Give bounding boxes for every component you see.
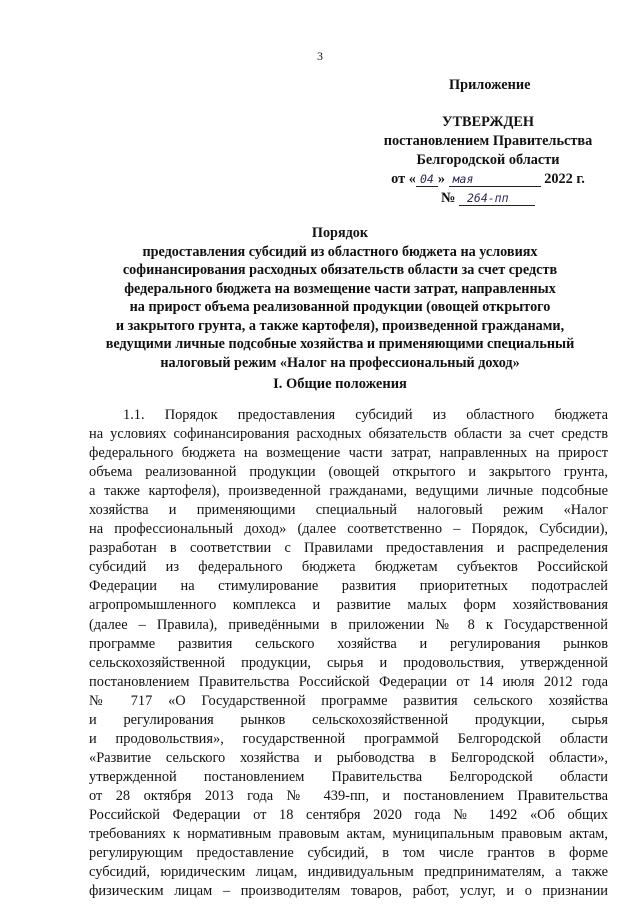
paragraph-line: федерального бюджета на возмещение части затрат, направленных на прирост [89,445,608,462]
paragraph-line: а также картофеля), произведенной гражданами, ведущими личные подсобные [89,483,608,500]
title-line: и закрытого грунта, а также картофеля), произведенной гражданами, [115,317,565,334]
paragraph-line: физическим лицам – производителям товаров, работ, услуг, и о признании [89,883,608,900]
document-title [60,224,620,372]
paragraph-line: на условиях софинансирования расходных обязательств области за счет средств [89,426,608,443]
number-prefix: № [441,190,456,206]
paragraph-line: постановлением Правительства Российской Федерации от 14 июля 2012 года [89,673,608,690]
number-value: 264-пп [459,191,535,206]
approval-date [372,170,604,189]
title-lines [60,243,620,373]
date-prefix: от « [391,171,416,187]
date-month: мая [449,172,541,187]
date-day: 04 [416,172,438,187]
approval-block [372,76,604,208]
approval-line-2: Белгородской области [416,152,560,168]
paragraph-line: агропромышленного комплекса и развитие малых форм хозяйствования [89,597,608,614]
title-line: ведущими личные подсобные хозяйства и применяющими специальный [105,336,575,352]
paragraph-line: (далее – Правила), приведёнными в приложении № 8 к Государственной [89,616,608,633]
paragraph-line: сельскохозяйственной продукции, сырья и продовольствия, утвержденной [89,654,608,671]
title-line: софинансирования расходных обязательств области за счет средств [122,262,558,278]
paragraph-line: № 717 «О Государственной программе развития сельского хозяйства [89,692,608,709]
paragraph-line: хозяйства и применяющими специальный налоговый режим «Налог [89,502,608,519]
title-line: федерального бюджета на возмещение части затрат, направленных [124,280,556,297]
title-heading: Порядок [311,225,369,241]
paragraph-line: и продовольствия», государственной программой Белгородской области [89,730,608,747]
paragraph-line: объема реализованной продукции (овощей открытого и закрытого грунта, [89,464,608,481]
paragraph-line: 1.1. Порядок предоставления субсидий из областного бюджета [123,407,608,423]
approved-label: УТВЕРЖДЕН [442,114,534,130]
date-mid: » [437,171,446,187]
page-number: 3 [317,49,323,63]
paragraph-1-1 [89,406,608,901]
title-line: предоставления субсидий из областного бюджета на условиях [142,243,538,260]
section-heading: I. Общие положения [273,376,407,392]
approval-number [372,189,604,208]
paragraph-line: разработан в соответствии с Правилами предоставления и распределения [89,540,608,557]
paragraph-line: требованиях к нормативным правовым актам, муниципальным правовым актам, [89,826,608,843]
title-line: на прирост объема реализованной продукции (овощей открытого [129,299,551,315]
paragraph-line: субсидий, юридическим лицам, индивидуальным предпринимателям, а также [89,864,608,881]
title-line: налоговый режим «Налог на профессиональный доход» [160,354,520,371]
paragraph-line: от 28 октября 2013 года № 439-пп, и постановлением Правительства [89,787,608,804]
paragraph-line: Федерации на стимулирование развития приоритетных подотраслей [89,578,608,595]
paragraph-line: программе развития сельского хозяйства и регулирования рынков [89,635,608,652]
paragraph-line: и регулирования рынков сельскохозяйственной продукции, сырья [89,711,608,728]
paragraph-line: регулирующим предоставление субсидий, в том числе грантов в форме [89,845,608,862]
paragraph-line: субсидий из федерального бюджета бюджетам субъектов Российской [89,559,608,576]
approval-line-1: постановлением Правительства [383,133,593,149]
paragraph-line: утвержденной постановлением Правительства Белгородской области [89,768,608,785]
date-year: 2022 г. [544,171,585,187]
paragraph-line: Российской Федерации от 18 сентября 2020 года № 1492 «Об общих [89,806,608,823]
paragraph-line: на профессиональный доход» (далее соответственно – Порядок, Субсидии), [89,521,608,538]
appendix-label: Приложение [449,77,531,93]
paragraph-line: «Развитие сельского хозяйства и рыбоводства в Белгородской области», [89,749,608,766]
